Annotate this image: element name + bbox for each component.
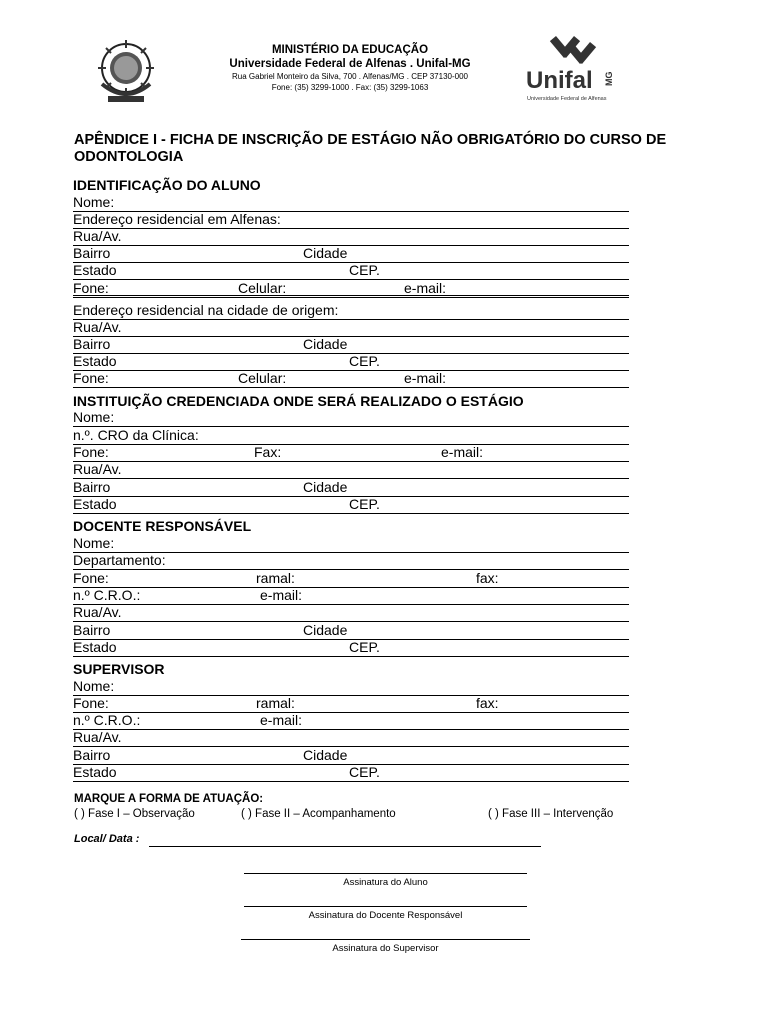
field-label: e-mail:: [260, 587, 303, 603]
field-label: Rua/Av.: [73, 604, 122, 620]
docente-departamento-field[interactable]: [73, 552, 629, 570]
field-label: Fone:: [73, 280, 109, 296]
field-label: fax:: [476, 570, 499, 586]
field-label: Bairro: [73, 479, 111, 495]
instituicao-nome-field[interactable]: [73, 409, 629, 427]
field-label: CEP.: [349, 353, 380, 369]
aluno-nome-field[interactable]: [73, 194, 629, 212]
aluno-endereco-origem-field[interactable]: [73, 302, 629, 320]
field-label: Nome:: [73, 678, 115, 694]
university-phone: Fone: (35) 3299-1000 . Fax: (35) 3299-1063: [271, 83, 429, 92]
signature-label: Assinatura do Aluno: [343, 877, 428, 888]
field-label: CEP.: [349, 639, 380, 655]
field-label: Nome:: [73, 409, 115, 425]
instituicao-cro-field[interactable]: [73, 427, 629, 445]
aluno-origem-fone-field[interactable]: [73, 370, 629, 388]
field-label: Departamento:: [73, 552, 166, 568]
field-label: Estado: [73, 262, 117, 278]
field-label: Endereço residencial na cidade de origem:: [73, 302, 339, 318]
instituicao-fone-field[interactable]: [73, 444, 629, 462]
field-label: n.º. CRO da Clínica:: [73, 427, 199, 443]
supervisor-nome-field[interactable]: [73, 678, 629, 696]
field-label: Estado: [73, 764, 117, 780]
aluno-rua-field[interactable]: [73, 228, 629, 246]
field-label: Rua/Av.: [73, 319, 122, 335]
aluno-estado-field[interactable]: [73, 262, 629, 280]
supervisor-bairro-field[interactable]: [73, 747, 629, 765]
field-label: Estado: [73, 639, 117, 655]
field-label: Bairro: [73, 245, 111, 261]
field-label: Celular:: [238, 280, 287, 296]
supervisor-cro-field[interactable]: [73, 712, 629, 730]
field-label: CEP.: [349, 764, 380, 780]
logo-suffix: MG: [604, 71, 614, 86]
signature-aluno[interactable]: [244, 873, 527, 888]
logo-caption: Universidade Federal de Alfenas: [527, 96, 607, 102]
field-label: Celular:: [238, 370, 287, 386]
docente-rua-field[interactable]: [73, 604, 629, 622]
field-label: e-mail:: [260, 712, 303, 728]
signature-label: Assinatura do Supervisor: [332, 943, 439, 954]
supervisor-fone-field[interactable]: [73, 695, 629, 713]
aluno-origem-bairro-field[interactable]: [73, 336, 629, 354]
brazil-coat-of-arms-icon: [92, 38, 160, 106]
aluno-fone-field[interactable]: [73, 280, 629, 298]
ministry-name: MINISTÉRIO DA EDUCAÇÃO: [271, 44, 429, 56]
unifal-logo: [524, 32, 619, 104]
field-label: e-mail:: [441, 444, 484, 460]
instituicao-bairro-field[interactable]: [73, 479, 629, 497]
page-title: APÊNDICE I - FICHA DE INSCRIÇÃO DE ESTÁGIO NÃO OBRIGATÓRIO DO CURSO DE ODONTOLOGIA: [74, 132, 667, 165]
logo-text: Unifal: [526, 67, 593, 94]
fase-1-checkbox[interactable]: ( ) Fase I – Observação: [74, 808, 195, 820]
field-label: Bairro: [73, 747, 111, 763]
university-address: Rua Gabriel Monteiro da Silva, 700 . Alfenas/MG . CEP 37130-000: [232, 72, 468, 81]
aluno-bairro-field[interactable]: [73, 245, 629, 263]
local-data-field[interactable]: [149, 846, 541, 847]
field-label: Cidade: [303, 747, 348, 763]
field-label: Fone:: [73, 695, 109, 711]
docente-estado-field[interactable]: [73, 639, 629, 657]
instituicao-rua-field[interactable]: [73, 461, 629, 479]
field-label: Fone:: [73, 444, 109, 460]
local-data-label: Local/ Data :: [74, 833, 140, 845]
field-label: Cidade: [303, 336, 348, 352]
aluno-endereco-alfenas-field[interactable]: [73, 211, 629, 229]
supervisor-rua-field[interactable]: [73, 729, 629, 747]
field-label: CEP.: [349, 496, 380, 512]
signature-docente[interactable]: [244, 906, 527, 921]
field-label: Cidade: [303, 622, 348, 638]
field-label: Rua/Av.: [73, 461, 122, 477]
field-label: Estado: [73, 496, 117, 512]
field-label: Nome:: [73, 535, 115, 551]
field-label: Fone:: [73, 370, 109, 386]
field-label: Fax:: [254, 444, 282, 460]
field-label: ramal:: [256, 695, 295, 711]
field-label: e-mail:: [404, 280, 447, 296]
section-title-docente: DOCENTE RESPONSÁVEL: [73, 518, 252, 534]
signature-label: Assinatura do Docente Responsável: [308, 910, 463, 921]
field-label: Nome:: [73, 194, 115, 210]
section-title-supervisor: SUPERVISOR: [73, 661, 165, 677]
field-label: ramal:: [256, 570, 295, 586]
section-title-instituicao: INSTITUIÇÃO CREDENCIADA ONDE SERÁ REALIZADO O ESTÁGIO: [73, 393, 524, 409]
field-label: Bairro: [73, 622, 111, 638]
fase-2-checkbox[interactable]: ( ) Fase II – Acompanhamento: [241, 808, 396, 820]
docente-fone-field[interactable]: [73, 570, 629, 588]
field-label: Endereço residencial em Alfenas:: [73, 211, 281, 227]
field-label: Cidade: [303, 245, 348, 261]
field-label: CEP.: [349, 262, 380, 278]
field-label: n.º C.R.O.:: [73, 712, 141, 728]
field-label: Bairro: [73, 336, 111, 352]
university-name: Universidade Federal de Alfenas . Unifal-MG: [229, 58, 471, 70]
docente-bairro-field[interactable]: [73, 622, 629, 640]
docente-nome-field[interactable]: [73, 535, 629, 553]
field-label: Fone:: [73, 570, 109, 586]
field-label: Estado: [73, 353, 117, 369]
field-label: Cidade: [303, 479, 348, 495]
field-label: e-mail:: [404, 370, 447, 386]
section-title-aluno: IDENTIFICAÇÃO DO ALUNO: [73, 177, 261, 193]
fase-3-checkbox[interactable]: ( ) Fase III – Intervenção: [488, 808, 614, 820]
field-label: n.º C.R.O.:: [73, 587, 141, 603]
supervisor-estado-field[interactable]: [73, 764, 629, 782]
docente-cro-field[interactable]: [73, 587, 629, 605]
aluno-origem-estado-field[interactable]: [73, 353, 629, 371]
aluno-origem-rua-field[interactable]: [73, 319, 629, 337]
field-label: Rua/Av.: [73, 228, 122, 244]
instituicao-estado-field[interactable]: [73, 496, 629, 514]
field-label: fax:: [476, 695, 499, 711]
field-label: Rua/Av.: [73, 729, 122, 745]
signature-supervisor[interactable]: [241, 939, 530, 954]
atuacao-title: MARQUE A FORMA DE ATUAÇÃO:: [74, 793, 264, 805]
